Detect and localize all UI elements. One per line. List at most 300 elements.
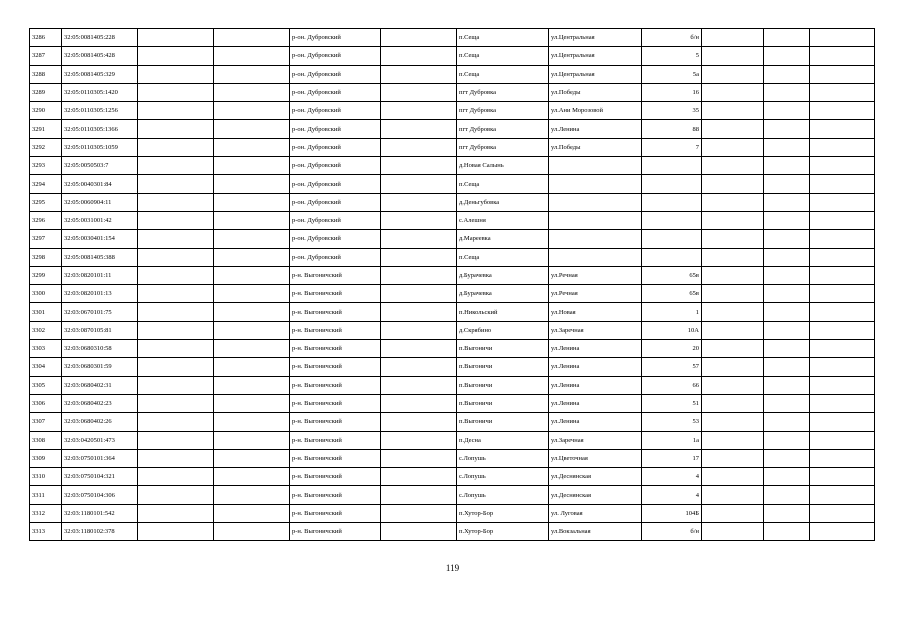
empty-cell (138, 193, 214, 211)
street-cell (549, 157, 642, 175)
street-cell: ул. Луговая (549, 504, 642, 522)
row-number: 3295 (30, 193, 62, 211)
empty-cell (702, 321, 764, 339)
street-cell (549, 175, 642, 193)
row-number: 3290 (30, 102, 62, 120)
empty-cell (138, 138, 214, 156)
street-cell: ул.Деснянская (549, 486, 642, 504)
table-row (30, 138, 875, 156)
empty-cell (810, 120, 875, 138)
cadastral-number: 32:03:0680402:26 (62, 413, 138, 431)
empty-cell (810, 266, 875, 284)
settlement-cell: пгт Дубровка (457, 138, 549, 156)
house-cell: 57 (642, 358, 702, 376)
empty-cell (810, 376, 875, 394)
table-row (30, 468, 875, 486)
empty-cell (381, 486, 457, 504)
table-row (30, 193, 875, 211)
house-cell: 10А (642, 321, 702, 339)
empty-cell (138, 285, 214, 303)
empty-cell (138, 47, 214, 65)
empty-cell (214, 285, 290, 303)
cadastral-number: 32:05:0030401:154 (62, 230, 138, 248)
table-row (30, 157, 875, 175)
empty-cell (381, 449, 457, 467)
district-cell: р-н. Выгоничский (290, 449, 381, 467)
district-cell: р-он. Дубровский (290, 248, 381, 266)
empty-cell (810, 102, 875, 120)
empty-cell (764, 83, 810, 101)
empty-cell (138, 29, 214, 47)
row-number: 3289 (30, 83, 62, 101)
empty-cell (764, 193, 810, 211)
cadastral-number: 32:05:0060904:11 (62, 193, 138, 211)
empty-cell (381, 504, 457, 522)
district-cell: р-н. Выгоничский (290, 413, 381, 431)
settlement-cell: п.Хутор-Бор (457, 504, 549, 522)
house-cell: 104Б (642, 504, 702, 522)
empty-cell (214, 83, 290, 101)
house-cell: б/н (642, 29, 702, 47)
empty-cell (764, 102, 810, 120)
street-cell: ул.Новая (549, 303, 642, 321)
empty-cell (138, 83, 214, 101)
empty-cell (214, 211, 290, 229)
empty-cell (214, 394, 290, 412)
empty-cell (214, 157, 290, 175)
cadastral-number: 32:05:0110305:1059 (62, 138, 138, 156)
house-cell: 4 (642, 468, 702, 486)
district-cell: р-н. Выгоничский (290, 504, 381, 522)
table-row (30, 340, 875, 358)
empty-cell (138, 248, 214, 266)
empty-cell (702, 211, 764, 229)
house-cell (642, 211, 702, 229)
house-cell: 1 (642, 303, 702, 321)
district-cell: р-он. Дубровский (290, 120, 381, 138)
district-cell: р-н. Выгоничский (290, 394, 381, 412)
empty-cell (138, 431, 214, 449)
row-number: 3302 (30, 321, 62, 339)
empty-cell (138, 376, 214, 394)
row-number: 3300 (30, 285, 62, 303)
settlement-cell: п.Никольский (457, 303, 549, 321)
street-cell: ул.Центральная (549, 29, 642, 47)
settlement-cell: п.Сеща (457, 248, 549, 266)
settlement-cell: п.Выгоничи (457, 340, 549, 358)
empty-cell (214, 266, 290, 284)
empty-cell (702, 285, 764, 303)
street-cell: ул.Ленина (549, 413, 642, 431)
empty-cell (764, 303, 810, 321)
cadastral-number: 32:03:0750104:306 (62, 486, 138, 504)
street-cell: ул.Деснянская (549, 468, 642, 486)
empty-cell (381, 285, 457, 303)
settlement-cell: д.Новая Салынь (457, 157, 549, 175)
district-cell: р-он. Дубровский (290, 157, 381, 175)
district-cell: р-он. Дубровский (290, 102, 381, 120)
table-row (30, 65, 875, 83)
district-cell: р-он. Дубровский (290, 138, 381, 156)
empty-cell (214, 230, 290, 248)
table-row (30, 175, 875, 193)
house-cell: 35 (642, 102, 702, 120)
district-cell: р-н. Выгоничский (290, 523, 381, 541)
empty-cell (381, 102, 457, 120)
row-number: 3310 (30, 468, 62, 486)
row-number: 3297 (30, 230, 62, 248)
house-cell: 66 (642, 376, 702, 394)
empty-cell (214, 376, 290, 394)
settlement-cell: с.Лопушь (457, 449, 549, 467)
district-cell: р-он. Дубровский (290, 230, 381, 248)
empty-cell (702, 431, 764, 449)
empty-cell (764, 285, 810, 303)
cadastral-number: 32:05:0081405:388 (62, 248, 138, 266)
table-row (30, 431, 875, 449)
street-cell: ул.Ленина (549, 376, 642, 394)
empty-cell (138, 102, 214, 120)
cadastral-number: 32:03:0680301:59 (62, 358, 138, 376)
street-cell: ул.Победы (549, 138, 642, 156)
street-cell: ул.Заречная (549, 321, 642, 339)
house-cell (642, 248, 702, 266)
street-cell: ул.Речная (549, 285, 642, 303)
empty-cell (764, 504, 810, 522)
empty-cell (810, 394, 875, 412)
table-row (30, 449, 875, 467)
table-row (30, 120, 875, 138)
empty-cell (138, 321, 214, 339)
district-cell: р-н. Выгоничский (290, 266, 381, 284)
table-row (30, 303, 875, 321)
empty-cell (810, 523, 875, 541)
district-cell: р-он. Дубровский (290, 175, 381, 193)
empty-cell (138, 449, 214, 467)
empty-cell (702, 394, 764, 412)
empty-cell (214, 504, 290, 522)
empty-cell (138, 340, 214, 358)
row-number: 3304 (30, 358, 62, 376)
street-cell: ул.Центральная (549, 47, 642, 65)
cadastral-number: 32:03:0750104:321 (62, 468, 138, 486)
cadastral-number: 32:05:0110305:1366 (62, 120, 138, 138)
empty-cell (381, 321, 457, 339)
empty-cell (214, 175, 290, 193)
empty-cell (702, 376, 764, 394)
district-cell: р-н. Выгоничский (290, 468, 381, 486)
cadastral-number: 32:03:0420501:473 (62, 431, 138, 449)
empty-cell (381, 138, 457, 156)
house-cell: 65в (642, 266, 702, 284)
cadastral-number: 32:05:0081405:228 (62, 29, 138, 47)
street-cell: ул.Победы (549, 83, 642, 101)
empty-cell (764, 394, 810, 412)
house-cell: 53 (642, 413, 702, 431)
empty-cell (764, 47, 810, 65)
empty-cell (138, 394, 214, 412)
table-row (30, 83, 875, 101)
empty-cell (214, 47, 290, 65)
empty-cell (214, 138, 290, 156)
settlement-cell: п.Сеща (457, 65, 549, 83)
cadastral-number: 32:03:0820101:13 (62, 285, 138, 303)
settlement-cell: п.Десна (457, 431, 549, 449)
settlement-cell: п.Выгоничи (457, 413, 549, 431)
empty-cell (381, 431, 457, 449)
house-cell: б/н (642, 523, 702, 541)
row-number: 3307 (30, 413, 62, 431)
settlement-cell: д.Мареевка (457, 230, 549, 248)
settlement-cell: с.Лопушь (457, 468, 549, 486)
empty-cell (764, 266, 810, 284)
empty-cell (381, 248, 457, 266)
street-cell: ул.Ленина (549, 340, 642, 358)
cadastral-number: 32:03:0680402:31 (62, 376, 138, 394)
empty-cell (764, 211, 810, 229)
empty-cell (702, 138, 764, 156)
street-cell (549, 248, 642, 266)
district-cell: р-он. Дубровский (290, 211, 381, 229)
empty-cell (810, 321, 875, 339)
row-number: 3293 (30, 157, 62, 175)
settlement-cell: д.Деньгубовка (457, 193, 549, 211)
empty-cell (702, 486, 764, 504)
empty-cell (810, 285, 875, 303)
empty-cell (810, 504, 875, 522)
district-cell: р-он. Дубровский (290, 83, 381, 101)
empty-cell (381, 65, 457, 83)
street-cell: ул.Заречная (549, 431, 642, 449)
row-number: 3288 (30, 65, 62, 83)
empty-cell (381, 303, 457, 321)
empty-cell (702, 504, 764, 522)
row-number: 3312 (30, 504, 62, 522)
empty-cell (138, 303, 214, 321)
empty-cell (214, 449, 290, 467)
empty-cell (381, 413, 457, 431)
house-cell: 88 (642, 120, 702, 138)
cadastral-number: 32:03:0670101:75 (62, 303, 138, 321)
row-number: 3298 (30, 248, 62, 266)
empty-cell (702, 266, 764, 284)
empty-cell (381, 193, 457, 211)
empty-cell (381, 211, 457, 229)
cadastral-number: 32:03:0870105:81 (62, 321, 138, 339)
empty-cell (381, 175, 457, 193)
empty-cell (764, 340, 810, 358)
empty-cell (138, 120, 214, 138)
house-cell (642, 230, 702, 248)
settlement-cell: п.Выгоничи (457, 376, 549, 394)
empty-cell (214, 102, 290, 120)
settlement-cell: д.Бурачевка (457, 285, 549, 303)
empty-cell (381, 358, 457, 376)
row-number: 3306 (30, 394, 62, 412)
row-number: 3305 (30, 376, 62, 394)
empty-cell (138, 211, 214, 229)
house-cell: 4 (642, 486, 702, 504)
empty-cell (764, 523, 810, 541)
settlement-cell: п.Выгоничи (457, 358, 549, 376)
empty-cell (214, 248, 290, 266)
district-cell: р-он. Дубровский (290, 65, 381, 83)
house-cell: 17 (642, 449, 702, 467)
table-row (30, 285, 875, 303)
empty-cell (810, 431, 875, 449)
empty-cell (214, 486, 290, 504)
house-cell: 20 (642, 340, 702, 358)
settlement-cell: пгт Дубровка (457, 120, 549, 138)
table-row (30, 102, 875, 120)
house-cell: 5а (642, 65, 702, 83)
empty-cell (381, 376, 457, 394)
house-cell: 7 (642, 138, 702, 156)
empty-cell (702, 193, 764, 211)
empty-cell (702, 83, 764, 101)
empty-cell (764, 413, 810, 431)
empty-cell (702, 523, 764, 541)
district-cell: р-н. Выгоничский (290, 376, 381, 394)
empty-cell (702, 157, 764, 175)
district-cell: р-н. Выгоничский (290, 321, 381, 339)
cadastral-number: 32:03:0680310:58 (62, 340, 138, 358)
street-cell (549, 211, 642, 229)
district-cell: р-н. Выгоничский (290, 431, 381, 449)
empty-cell (214, 120, 290, 138)
empty-cell (810, 340, 875, 358)
empty-cell (810, 358, 875, 376)
empty-cell (810, 157, 875, 175)
empty-cell (214, 65, 290, 83)
settlement-cell: п.Сеща (457, 175, 549, 193)
house-cell (642, 175, 702, 193)
empty-cell (810, 230, 875, 248)
empty-cell (764, 449, 810, 467)
street-cell: ул.Ани Морозовой (549, 102, 642, 120)
street-cell: ул.Цветочная (549, 449, 642, 467)
table-row (30, 486, 875, 504)
empty-cell (138, 413, 214, 431)
empty-cell (764, 468, 810, 486)
settlement-cell: с.Лопушь (457, 486, 549, 504)
empty-cell (764, 157, 810, 175)
district-cell: р-н. Выгоничский (290, 303, 381, 321)
row-number: 3308 (30, 431, 62, 449)
empty-cell (214, 523, 290, 541)
cadastral-number: 32:03:0820101:11 (62, 266, 138, 284)
row-number: 3299 (30, 266, 62, 284)
settlement-cell: д.Бурачевка (457, 266, 549, 284)
empty-cell (702, 303, 764, 321)
empty-cell (764, 175, 810, 193)
empty-cell (764, 358, 810, 376)
empty-cell (764, 486, 810, 504)
district-cell: р-он. Дубровский (290, 47, 381, 65)
table-row (30, 266, 875, 284)
settlement-cell: пгт Дубровка (457, 83, 549, 101)
empty-cell (214, 303, 290, 321)
empty-cell (138, 65, 214, 83)
empty-cell (381, 340, 457, 358)
table-row (30, 211, 875, 229)
empty-cell (702, 358, 764, 376)
empty-cell (702, 65, 764, 83)
settlement-cell: п.Хутор-Бор (457, 523, 549, 541)
house-cell: 1а (642, 431, 702, 449)
empty-cell (214, 29, 290, 47)
table-row (30, 321, 875, 339)
empty-cell (138, 523, 214, 541)
empty-cell (810, 413, 875, 431)
settlement-cell: п.Сеща (457, 29, 549, 47)
empty-cell (214, 193, 290, 211)
district-cell: р-н. Выгоничский (290, 340, 381, 358)
street-cell: ул.Ленина (549, 394, 642, 412)
empty-cell (381, 266, 457, 284)
empty-cell (138, 157, 214, 175)
empty-cell (702, 449, 764, 467)
settlement-cell: пгт Дубровка (457, 102, 549, 120)
empty-cell (810, 211, 875, 229)
empty-cell (138, 504, 214, 522)
empty-cell (702, 230, 764, 248)
row-number: 3311 (30, 486, 62, 504)
table-row (30, 376, 875, 394)
registry-table (29, 28, 875, 541)
row-number: 3301 (30, 303, 62, 321)
empty-cell (810, 486, 875, 504)
row-number: 3296 (30, 211, 62, 229)
empty-cell (381, 83, 457, 101)
street-cell (549, 193, 642, 211)
cadastral-number: 32:03:1180102:378 (62, 523, 138, 541)
settlement-cell: д.Скрябино (457, 321, 549, 339)
cadastral-number: 32:03:0750101:364 (62, 449, 138, 467)
empty-cell (810, 248, 875, 266)
district-cell: р-н. Выгоничский (290, 358, 381, 376)
empty-cell (381, 29, 457, 47)
empty-cell (214, 358, 290, 376)
empty-cell (810, 83, 875, 101)
empty-cell (810, 65, 875, 83)
cadastral-number: 32:03:1180101:542 (62, 504, 138, 522)
cadastral-number: 32:05:0110305:1420 (62, 83, 138, 101)
street-cell: ул.Ленина (549, 120, 642, 138)
table-row (30, 413, 875, 431)
district-cell: р-н. Выгоничский (290, 285, 381, 303)
empty-cell (764, 65, 810, 83)
empty-cell (381, 394, 457, 412)
street-cell: ул.Ленина (549, 358, 642, 376)
row-number: 3286 (30, 29, 62, 47)
row-number: 3287 (30, 47, 62, 65)
empty-cell (214, 468, 290, 486)
empty-cell (138, 266, 214, 284)
table-row (30, 523, 875, 541)
empty-cell (702, 248, 764, 266)
house-cell: 51 (642, 394, 702, 412)
empty-cell (810, 468, 875, 486)
cadastral-number: 32:05:0050503:7 (62, 157, 138, 175)
table-row (30, 248, 875, 266)
empty-cell (764, 376, 810, 394)
empty-cell (214, 413, 290, 431)
street-cell (549, 230, 642, 248)
cadastral-number: 32:05:0110305:1256 (62, 102, 138, 120)
empty-cell (381, 468, 457, 486)
row-number: 3309 (30, 449, 62, 467)
